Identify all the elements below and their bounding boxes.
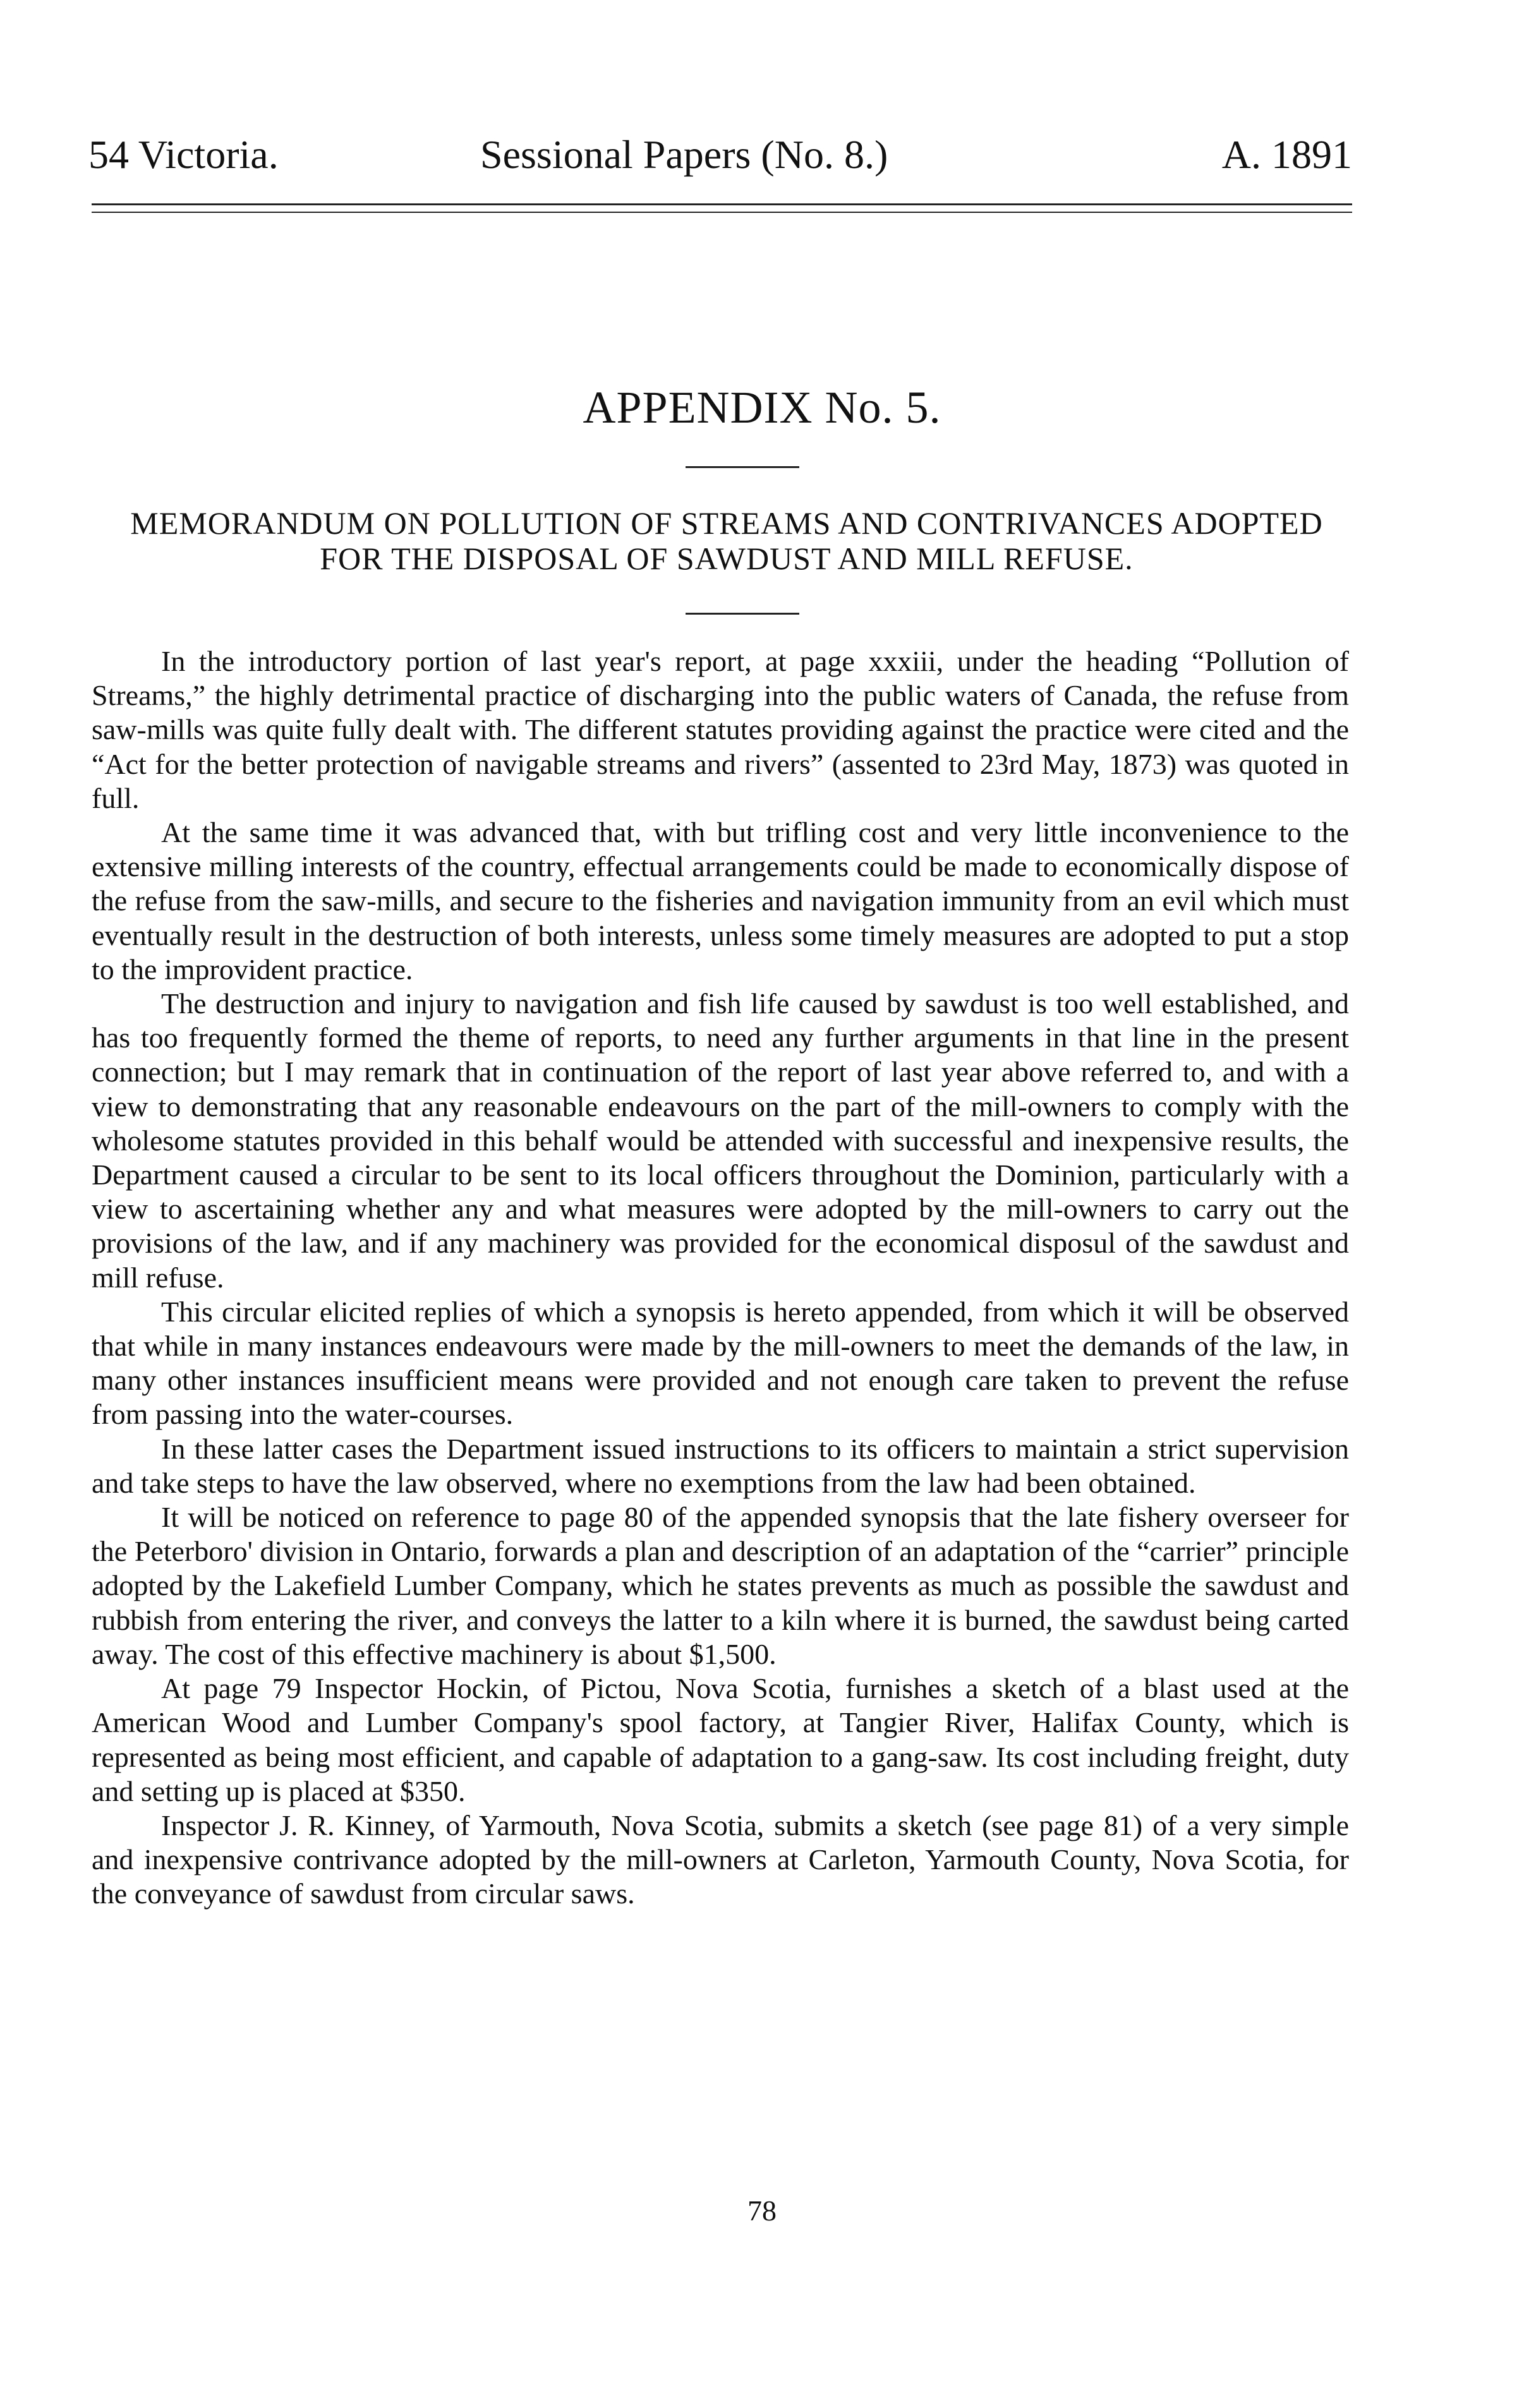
paragraph-1: In the introductory portion of last year's report, at page xxxiii, under the heading “Pollution of Streams,” the highly detrimental practice of discharging into the public waters of Canada, the refuse from saw-mills was quite fully dealt with. The different statutes providing against the practice were cited and the “Act for the better protection of navigable streams and rivers” (assented to 23rd May, 1873) was quoted in full. xyxy=(92,645,1349,814)
paragraph-6: It will be noticed on reference to page 80 of the appended synopsis that the late fishery overseer for the Peterboro' division in Ontario, forwards a plan and description of an adaptation of the “carrier” principle adopted by the Lakefield Lumber Company, which he states prevents as much as possible the sawdust and rubbish from entering the river, and conveys the latter to a kiln where it is burned, the sawdust being carted away. The cost of this effective machinery is about $1,500. xyxy=(92,1501,1349,1670)
page-number: 78 xyxy=(747,2194,777,2227)
sessional-papers-label: Sessional Papers (No. 8.) xyxy=(480,132,888,177)
memorandum-title: MEMORANDUM ON POLLUTION OF STREAMS AND CONTRIVANCES ADOPTED FOR THE DISPOSAL OF SAWDUST AND MILL REFUSE. xyxy=(130,505,1323,576)
running-head xyxy=(88,126,1352,183)
paragraph-7: At page 79 Inspector Hockin, of Pictou, Nova Scotia, furnishes a sketch of a blast used at the American Wood and Lumber Company's spool factory, at Tangier River, Halifax County, which is represented as being most efficient, and capable of adaptation to a gang-saw. Its cost including freight, duty and setting up is placed at $350. xyxy=(92,1672,1349,1807)
paragraph-4: This circular elicited replies of which a synopsis is hereto appended, from which it will be observed that while in many instances endeavours were made by the mill-owners to meet the demands of the law, in many other instances insufficient means were provided and not enough care taken to prevent the refuse from passing into the water-courses. xyxy=(92,1295,1349,1431)
appendix-title: APPENDIX No. 5. xyxy=(583,382,941,433)
paragraph-3: The destruction and injury to navigation and fish life caused by sawdust is too well established, and has too frequently formed the theme of reports, to need any further arguments in that line in the present connection; but I may remark that in continuation of the report of last year above referred to, and with a view to demonstrating that any reasonable endeavours on the part of the mill-owners to comply with the wholesome statutes provided in this behalf would be attended with successful and inexpensive results, the Department caused a circular to be sent to its local officers throughout the Dominion, particularly with a view to ascertaining whether any and what measures were adopted by the mill-owners to carry out the provisions of the law, and if any machinery was provided for the economical disposul of the sawdust and mill refuse. xyxy=(92,987,1349,1294)
session-label: 54 Victoria. xyxy=(88,132,279,177)
memo-divider-rule xyxy=(686,613,799,615)
header-double-rule xyxy=(92,203,1352,213)
paragraph-2: At the same time it was advanced that, with but trifling cost and very little inconvenience to the extensive milling interests of the country, effectual arrangements could be made to economically dispose of the refuse from the saw-mills, and secure to the fisheries and navigation immunity from an evil which must eventually result in the destruction of both interests, unless some timely measures are adopted to put a stop to the improvident practice. xyxy=(92,816,1349,985)
title-divider-rule xyxy=(686,466,799,468)
paragraph-5: In these latter cases the Department issued instructions to its officers to maintain a strict supervision and take steps to have the law observed, where no exemptions from the law had been obtained. xyxy=(92,1432,1349,1499)
paragraph-8: Inspector J. R. Kinney, of Yarmouth, Nova Scotia, submits a sketch (see page 81) of a very simple and inexpensive contrivance adopted by the mill-owners at Carleton, Yarmouth County, Nova Scotia, for the conveyance of sawdust from circular saws. xyxy=(92,1809,1349,1910)
body-text xyxy=(92,644,1349,1911)
year-label: A. 1891 xyxy=(1221,132,1352,177)
